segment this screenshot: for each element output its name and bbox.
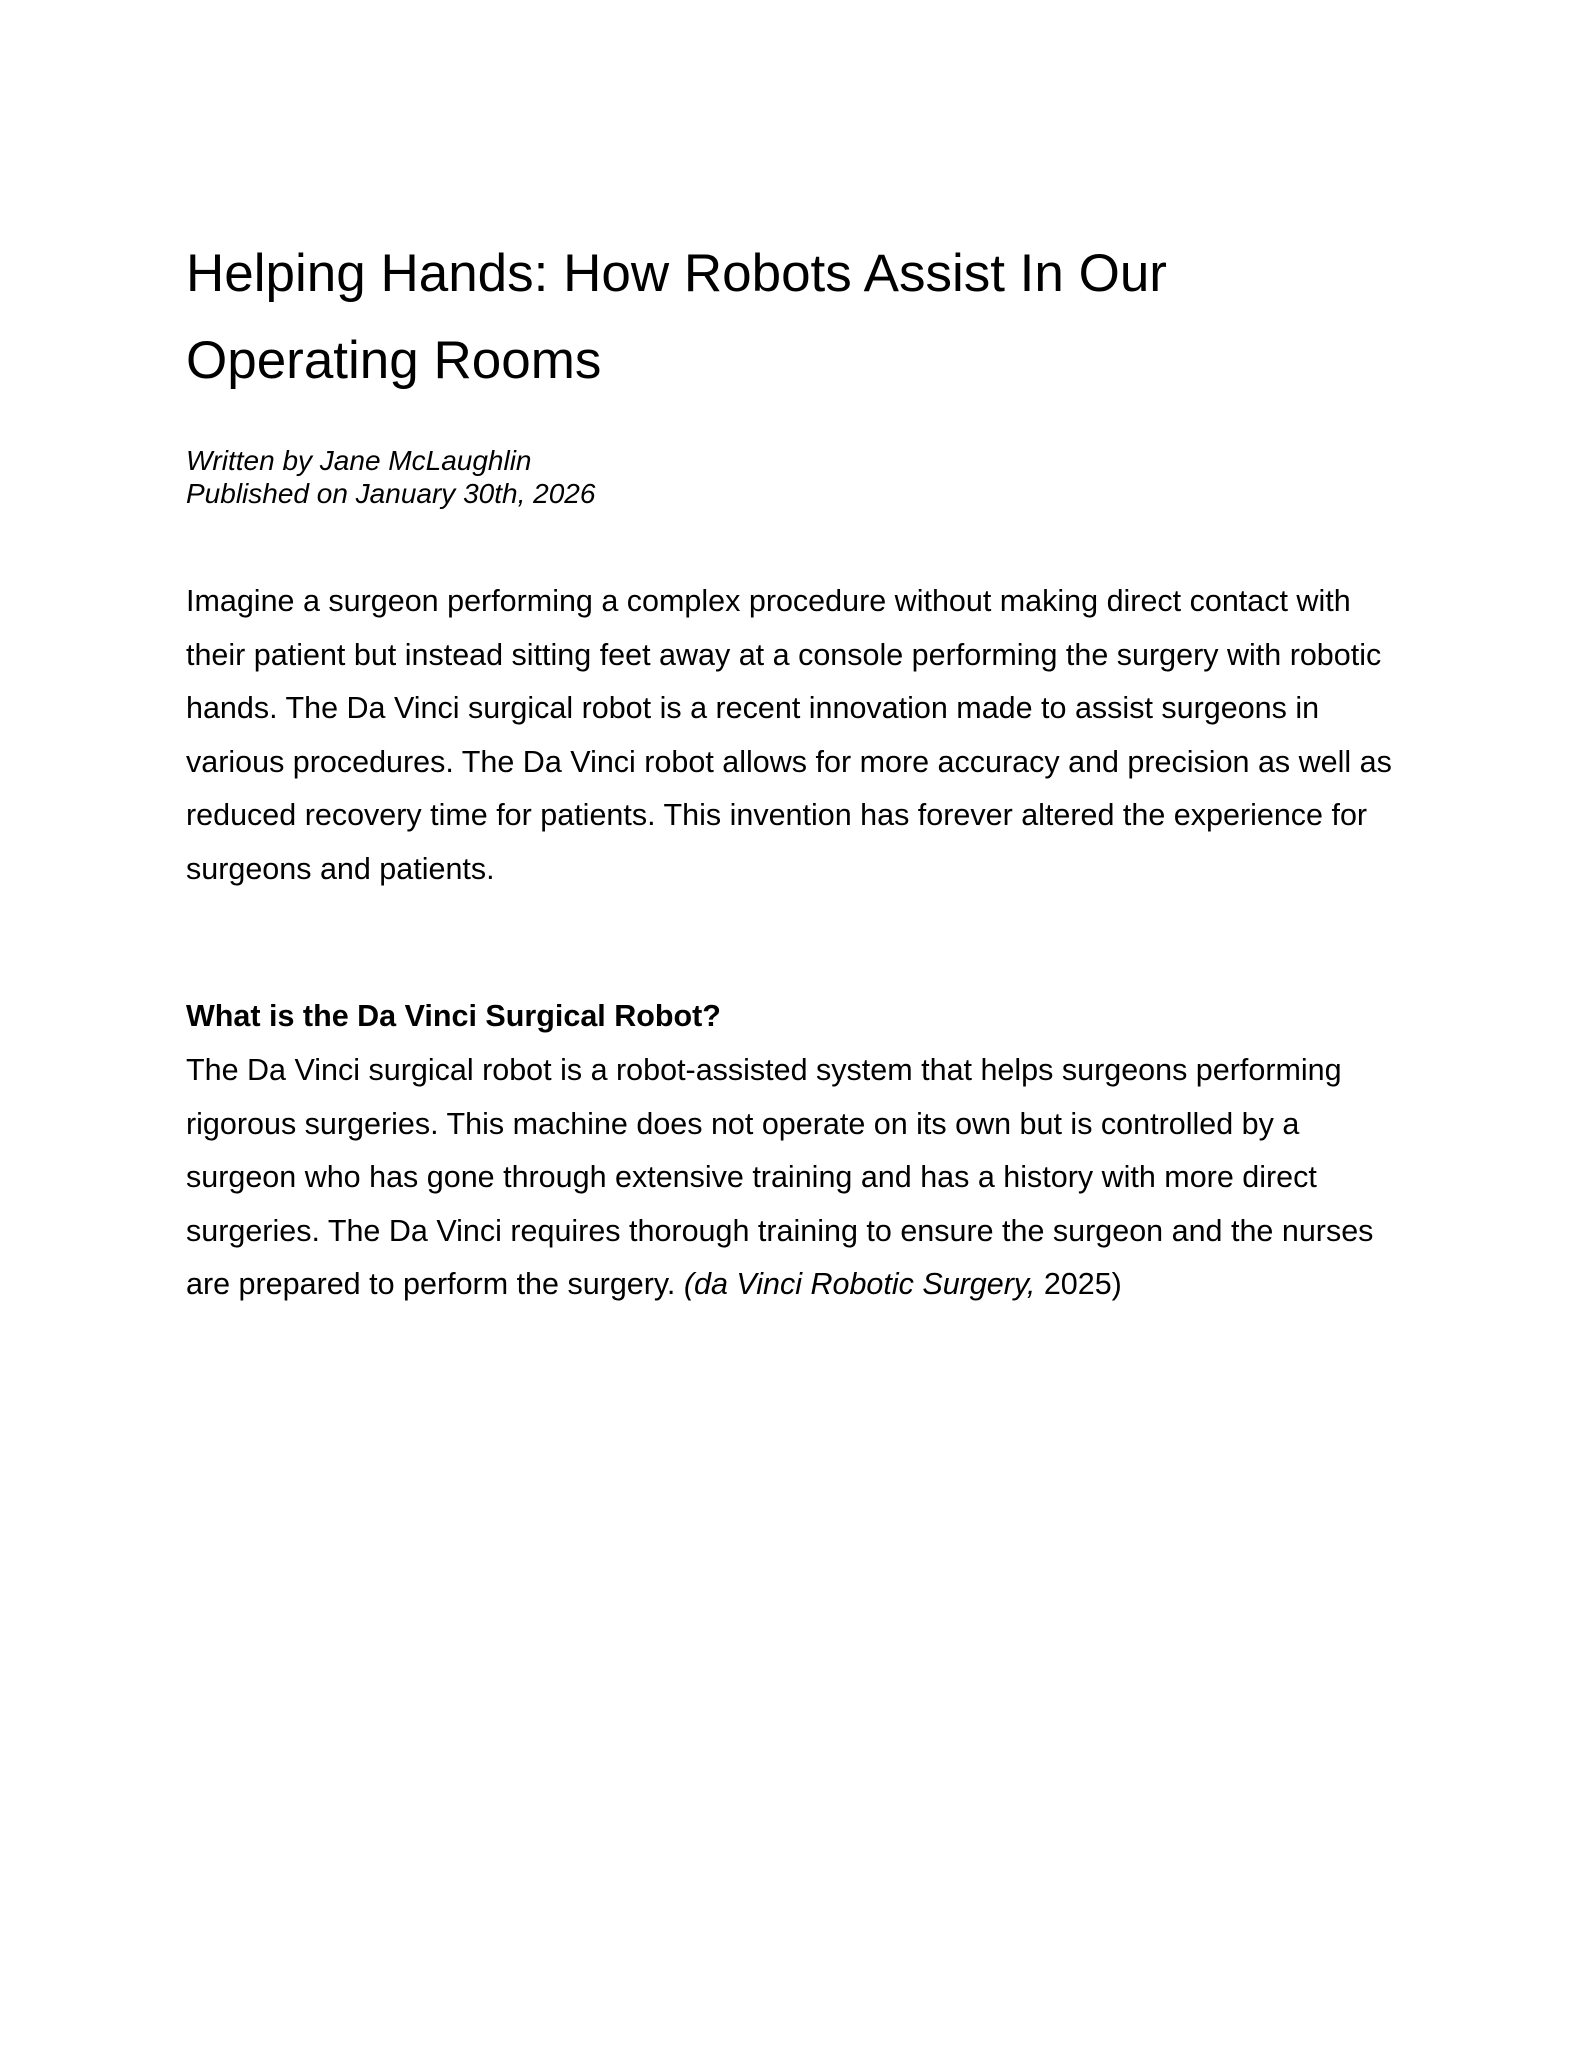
citation-year: 2025) [1035,1267,1122,1301]
document-page [186,230,1406,1312]
citation-source: da Vinci Robotic Surgery, [694,1267,1036,1301]
article-byline [186,444,1406,510]
section-body-text: The Da Vinci surgical robot is a robot-assisted system that helps surgeons performing rigorous surgeries. This machine does not operate on its own but is controlled by a surgeon who has gone through extensive training and has a history with more direct surgeries. The Da Vinci requires thorough training to ensure the surgeon and the nurses are prepared to perform the surgery. [186,1053,1374,1301]
published-date: Published on January 30th, 2026 [186,478,596,509]
section-heading: What is the Da Vinci Surgical Robot? [186,999,721,1033]
intro-paragraph: Imagine a surgeon performing a complex procedure without making direct contact with their patient but instead sitting feet away at a console performing the surgery with robotic hands. The Da Vinci surgical robot is a recent innovation made to assist surgeons in various procedures. The Da Vinci robot allows for more accuracy and precision as well as reduced recovery time for patients. This invention has forever altered the experience for surgeons and patients. [186,584,1392,886]
article-title: Helping Hands: How Robots Assist In Our Operating Rooms [186,244,1167,390]
author-line: Written by Jane McLaughlin [186,445,532,476]
section-paragraph [186,1044,1406,1312]
citation-open: ( [683,1267,695,1301]
